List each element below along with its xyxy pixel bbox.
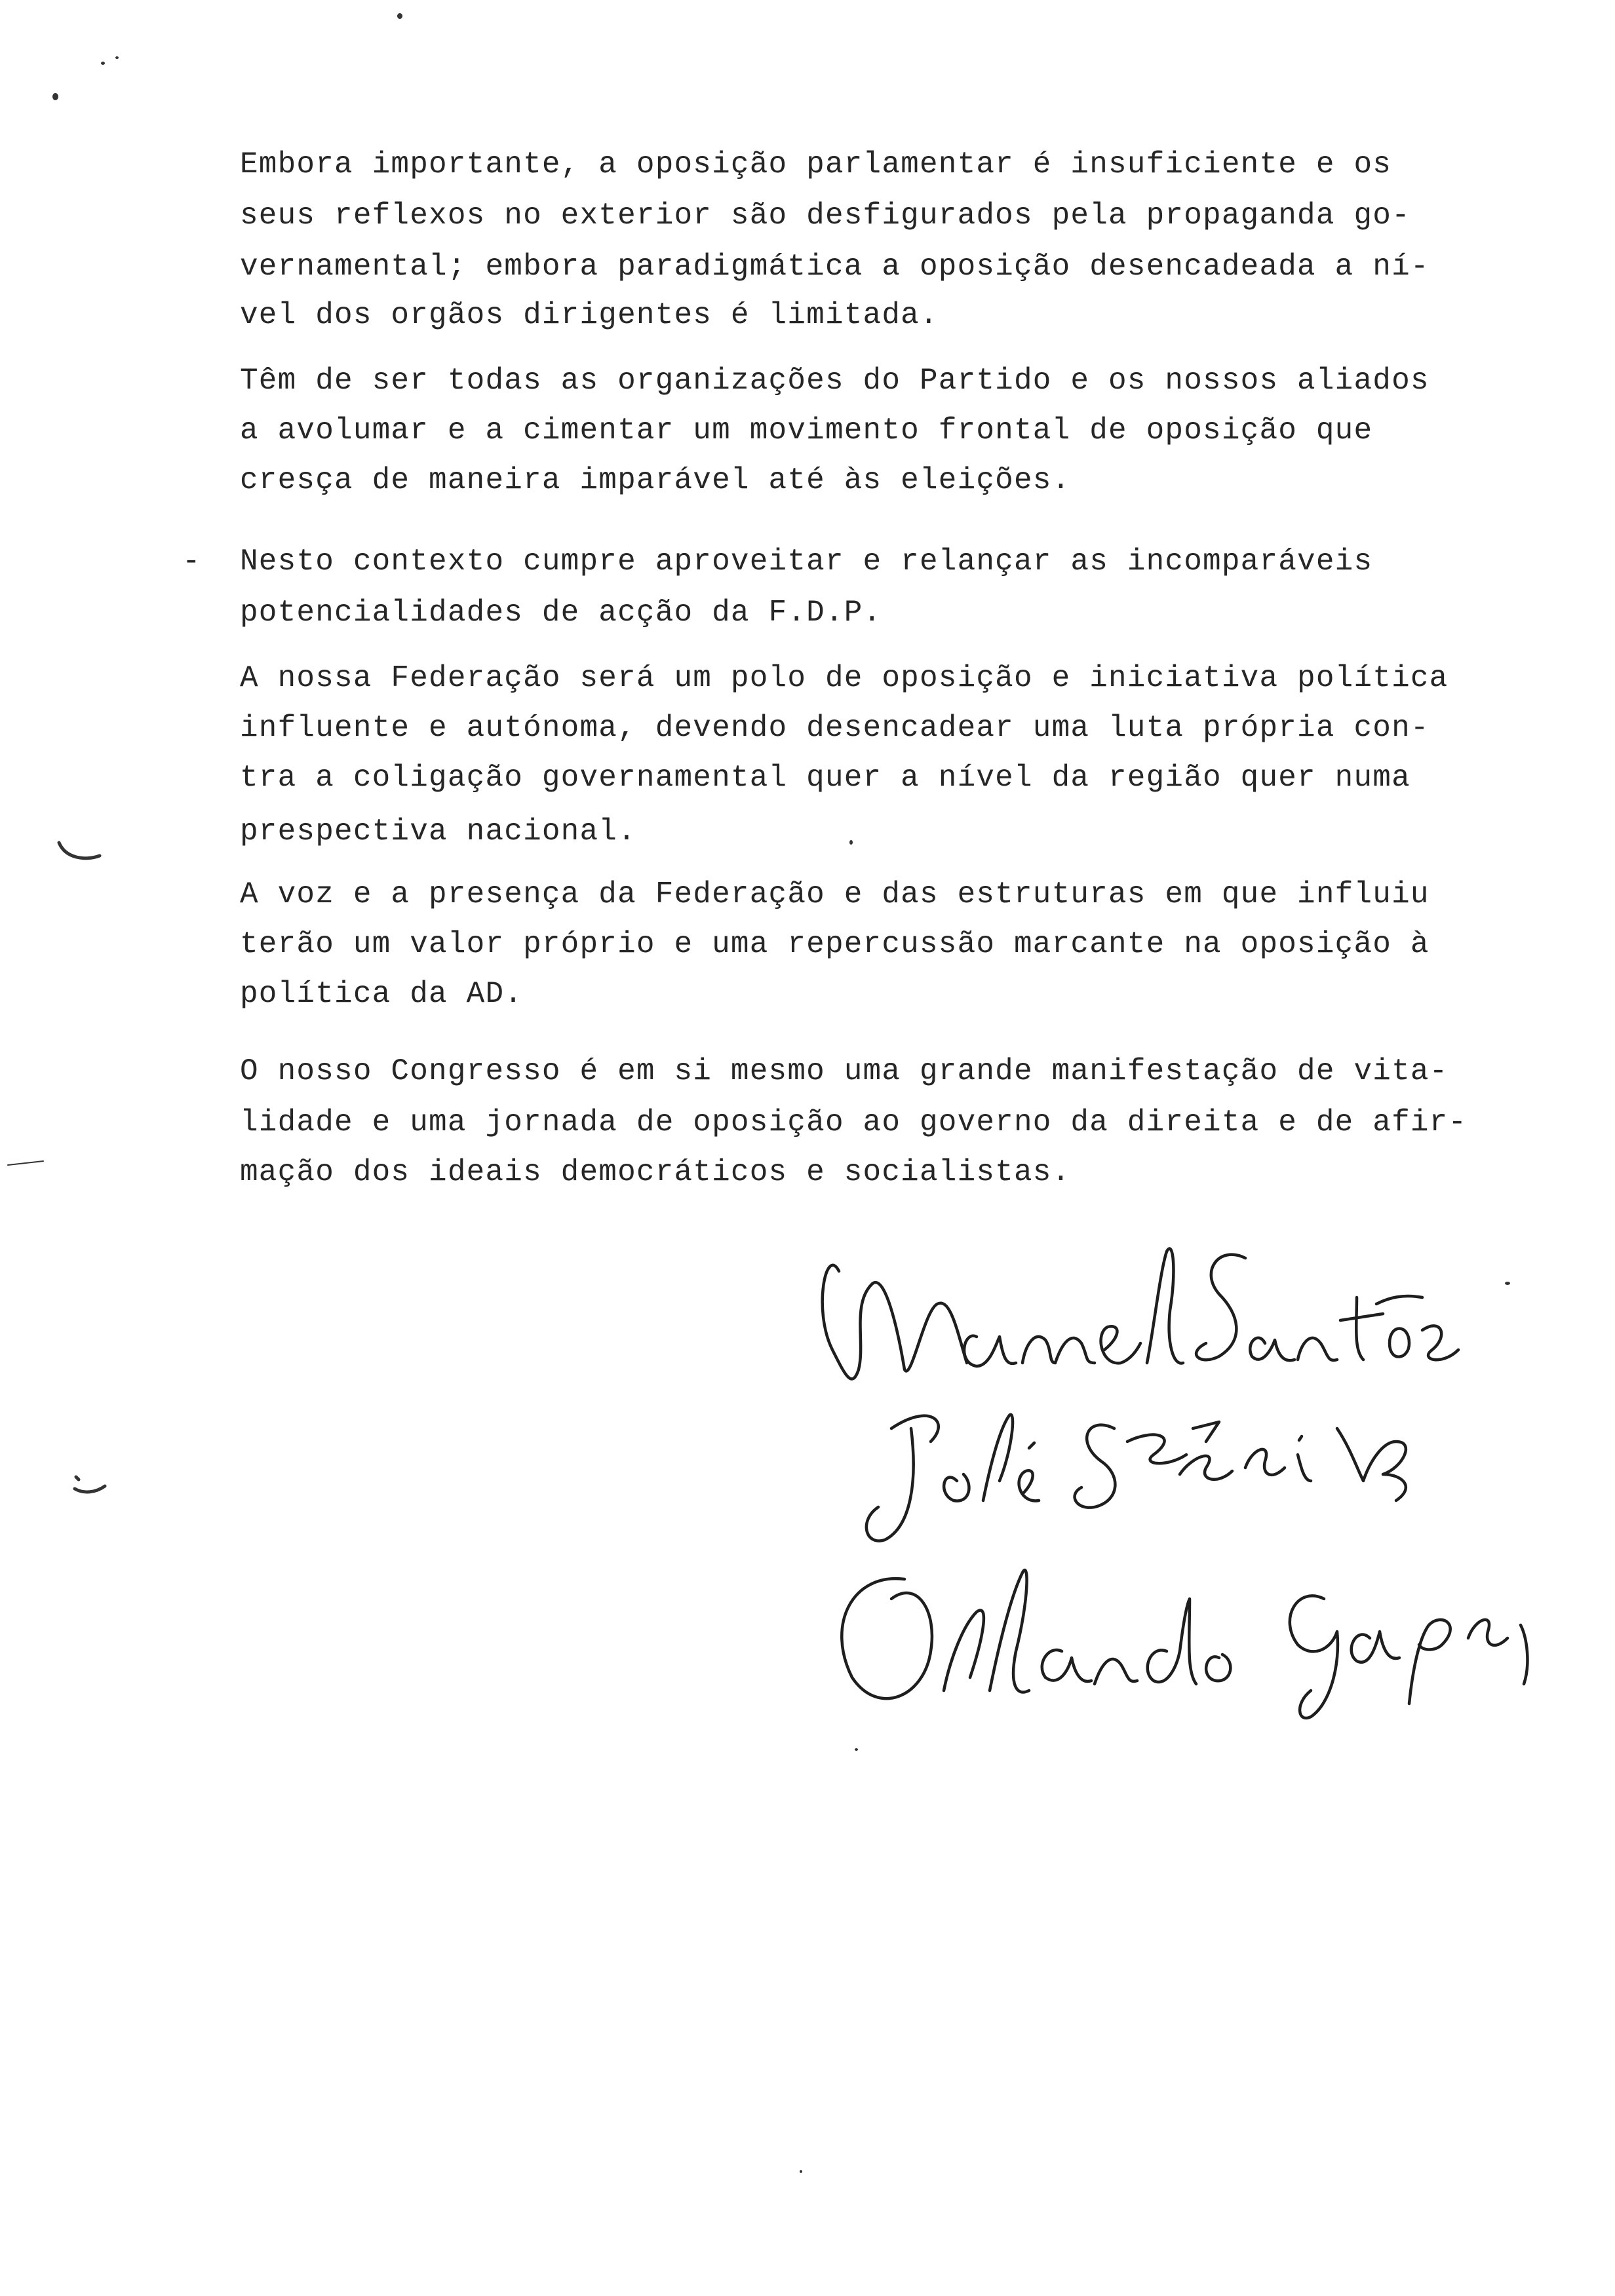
text-line: prespectiva nacional. — [240, 814, 636, 849]
binding-hole-mark — [56, 839, 104, 865]
text-line: O nosso Congresso é em si mesmo uma grande manifestação de vita- — [240, 1054, 1449, 1088]
text-line: terão um valor próprio e uma repercussão marcante na oposição à — [240, 927, 1430, 961]
text-line: vel dos orgãos dirigentes é limitada. — [240, 298, 939, 332]
signature-manuel-santos — [823, 1249, 1458, 1379]
text-line: cresça de maneira imparável até às eleições. — [240, 463, 1071, 497]
text-line: política da AD. — [240, 977, 524, 1011]
scan-speck — [800, 2170, 802, 2173]
text-line: potencialidades de acção da F.D.P. — [240, 596, 882, 630]
text-line: influente e autónoma, devendo desencadear uma luta própria con- — [240, 711, 1430, 745]
binding-hole-mark — [72, 1474, 109, 1498]
text-line: mação dos ideais democráticos e socialistas. — [240, 1155, 1071, 1189]
text-line: tra a coligação governamental quer a nível da região quer numa — [240, 761, 1411, 795]
scan-speck — [52, 93, 58, 100]
handwritten-signatures — [813, 1232, 1573, 1769]
text-line: lidade e uma jornada de oposição ao governo da direita e de afir- — [240, 1105, 1468, 1139]
text-line: a avolumar e a cimentar um movimento frontal de oposição que — [240, 413, 1373, 448]
scan-speck — [101, 62, 105, 65]
scan-speck — [849, 840, 853, 845]
list-bullet: - — [182, 545, 201, 579]
signature-orlando-gaspar — [842, 1570, 1527, 1718]
text-line: Embora importante, a oposição parlamentar é insuficiente e os — [240, 147, 1392, 182]
text-line: A voz e a presença da Federação e das estruturas em que influiu — [240, 877, 1430, 911]
text-line: seus reflexos no exterior são desfigurados pela propaganda go- — [240, 199, 1411, 233]
text-line: Nesto contexto cumpre aproveitar e relançar as incomparáveis — [240, 545, 1373, 579]
text-line: vernamental; embora paradigmática a oposição desencadeada a ní- — [240, 250, 1430, 284]
scan-speck — [115, 56, 119, 59]
text-line: Têm de ser todas as organizações do Partido e os nossos aliados — [240, 364, 1430, 398]
scan-speck — [397, 13, 402, 19]
text-line: A nossa Federação será um polo de oposição e iniciativa política — [240, 661, 1449, 695]
signature-jose-serrao — [866, 1415, 1406, 1541]
margin-mark — [7, 1158, 46, 1168]
